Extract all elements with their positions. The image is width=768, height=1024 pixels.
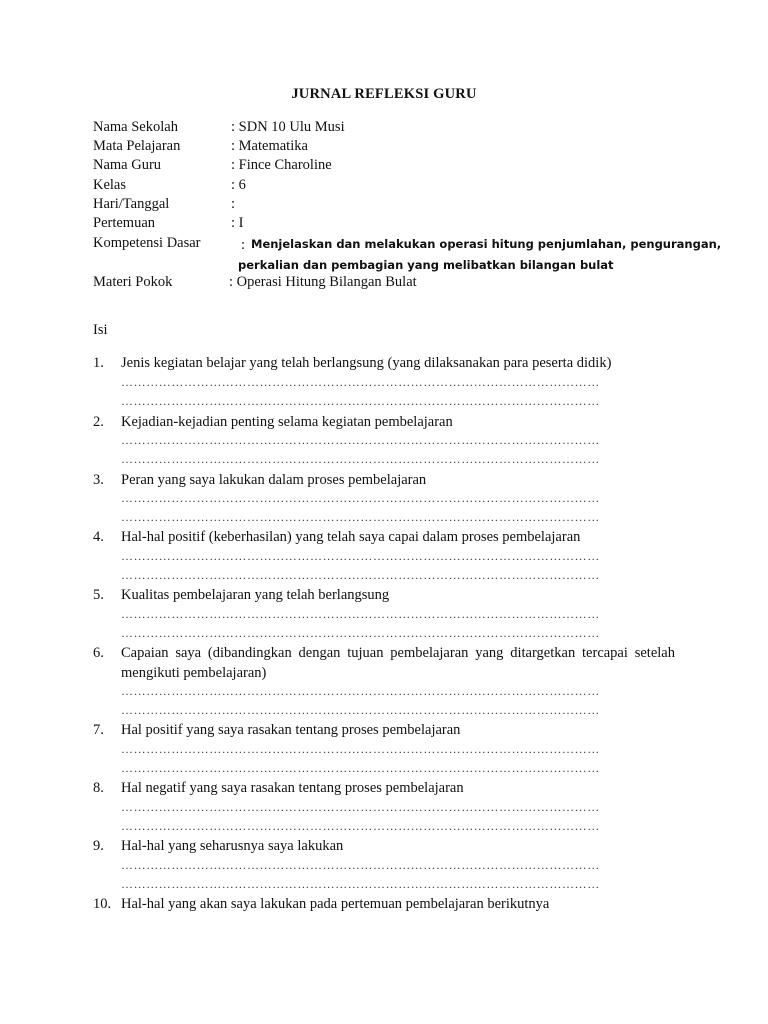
item-text: Peran yang saya lakukan dalam proses pembelajaran xyxy=(121,472,427,488)
item-number: 1. xyxy=(93,355,104,371)
info-row-materi-pokok xyxy=(93,273,417,292)
info-label: Nama Guru xyxy=(93,157,162,173)
item-text: Capaian saya (dibandingkan dengan tujuan pembelajaran yang ditargetkan tercapai setelah mengikuti pembelajaran) xyxy=(121,645,675,681)
info-row-hari-tanggal xyxy=(93,195,235,214)
item-number: 7. xyxy=(93,722,104,738)
kompetensi-line-2: perkalian dan pembagian yang melibatkan bilangan bulat xyxy=(238,258,614,272)
question-item-2 xyxy=(93,412,675,432)
info-row-mata-pelajaran xyxy=(93,137,308,156)
answer-line[interactable]: …………………………………………………………………………………………………… xyxy=(121,549,600,563)
info-label: Kelas xyxy=(93,177,127,193)
question-item-6 xyxy=(93,643,675,683)
answer-line[interactable]: …………………………………………………………………………………………………… xyxy=(121,607,600,621)
question-item-1 xyxy=(93,353,675,373)
answer-line[interactable]: …………………………………………………………………………………………………… xyxy=(121,626,600,640)
item-number: 5. xyxy=(93,587,104,603)
item-text: Hal positif yang saya rasakan tentang proses pembelajaran xyxy=(121,722,461,738)
item-text: Jenis kegiatan belajar yang telah berlangsung (yang dilaksanakan para peserta didik) xyxy=(121,355,612,371)
answer-line[interactable]: …………………………………………………………………………………………………… xyxy=(121,510,600,524)
answer-line[interactable]: …………………………………………………………………………………………………… xyxy=(121,858,600,872)
answer-line[interactable]: …………………………………………………………………………………………………… xyxy=(121,761,600,775)
answer-line[interactable]: …………………………………………………………………………………………………… xyxy=(121,452,600,466)
answer-line[interactable]: …………………………………………………………………………………………………… xyxy=(121,819,600,833)
info-value: : Fince Charoline xyxy=(231,157,332,173)
info-value: : I xyxy=(231,215,244,231)
item-text: Hal negatif yang saya rasakan tentang proses pembelajaran xyxy=(121,780,464,796)
info-label: Mata Pelajaran xyxy=(93,138,181,154)
answer-line[interactable]: …………………………………………………………………………………………………… xyxy=(121,394,600,408)
info-value: : Matematika xyxy=(231,138,308,154)
info-value: : Operasi Hitung Bilangan Bulat xyxy=(229,274,417,290)
answer-line[interactable]: …………………………………………………………………………………………………… xyxy=(121,684,600,698)
info-label: Kompetensi Dasar xyxy=(93,235,201,251)
kompetensi-line-1: Menjelaskan dan melakukan operasi hitung penjumlahan, pengurangan, xyxy=(251,237,722,251)
answer-line[interactable]: …………………………………………………………………………………………………… xyxy=(121,568,600,582)
info-row-nama-guru xyxy=(93,156,332,175)
item-number: 4. xyxy=(93,529,104,545)
answer-line[interactable]: …………………………………………………………………………………………………… xyxy=(121,703,600,717)
answer-line[interactable]: …………………………………………………………………………………………………… xyxy=(121,491,600,505)
kompetensi-dasar-text xyxy=(238,234,722,276)
answer-line[interactable]: …………………………………………………………………………………………………… xyxy=(121,433,600,447)
info-value: : xyxy=(231,196,236,212)
question-item-5 xyxy=(93,585,675,605)
info-row-nama-sekolah xyxy=(93,118,345,137)
item-number: 10. xyxy=(93,896,112,912)
item-number: 2. xyxy=(93,414,104,430)
item-number: 6. xyxy=(93,645,104,661)
item-number: 8. xyxy=(93,780,104,796)
question-item-3 xyxy=(93,470,675,490)
isi-heading: Isi xyxy=(93,322,108,338)
question-item-7 xyxy=(93,720,675,740)
question-item-8 xyxy=(93,778,675,798)
info-row-kompetensi-dasar xyxy=(93,234,231,253)
info-row-kelas xyxy=(93,176,246,195)
item-text: Hal-hal positif (keberhasilan) yang telah saya capai dalam proses pembelajaran xyxy=(121,529,581,545)
item-number: 9. xyxy=(93,838,104,854)
answer-line[interactable]: …………………………………………………………………………………………………… xyxy=(121,375,600,389)
question-item-9 xyxy=(93,836,675,856)
question-item-10 xyxy=(93,894,675,914)
info-value: : 6 xyxy=(231,177,246,193)
question-item-4 xyxy=(93,527,675,547)
item-text: Hal-hal yang seharusnya saya lakukan xyxy=(121,838,344,854)
kompetensi-colon: : xyxy=(241,237,246,253)
info-row-pertemuan xyxy=(93,214,243,233)
answer-line[interactable]: …………………………………………………………………………………………………… xyxy=(121,877,600,891)
info-label: Materi Pokok xyxy=(93,274,173,290)
item-text: Kejadian-kejadian penting selama kegiatan pembelajaran xyxy=(121,414,453,430)
item-text: Kualitas pembelajaran yang telah berlangsung xyxy=(121,587,390,603)
answer-line[interactable]: …………………………………………………………………………………………………… xyxy=(121,742,600,756)
info-label: Pertemuan xyxy=(93,215,156,231)
item-number: 3. xyxy=(93,472,104,488)
answer-line[interactable]: …………………………………………………………………………………………………… xyxy=(121,800,600,814)
info-label: Nama Sekolah xyxy=(93,119,178,135)
item-text: Hal-hal yang akan saya lakukan pada pertemuan pembelajaran berikutnya xyxy=(121,896,550,912)
page-title: JURNAL REFLEKSI GURU xyxy=(291,86,477,102)
info-label: Hari/Tanggal xyxy=(93,196,170,212)
info-value: : SDN 10 Ulu Musi xyxy=(231,119,345,135)
